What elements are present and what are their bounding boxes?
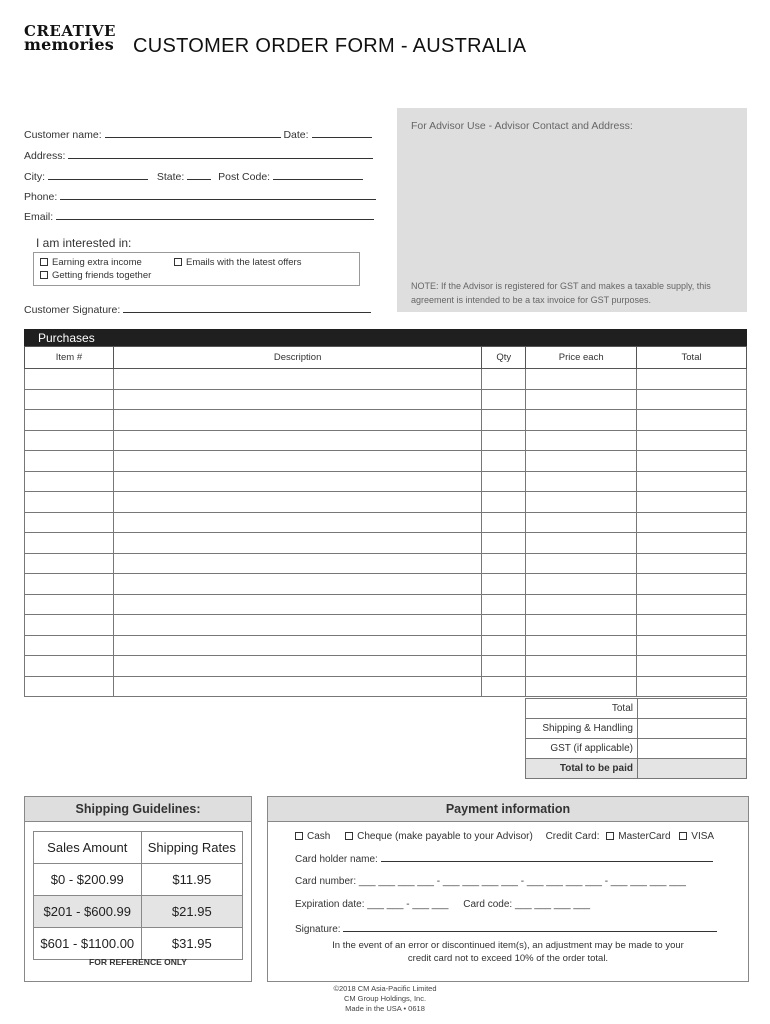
expiration-label: Expiration date: [295, 899, 365, 910]
email-label: Email: [24, 211, 54, 223]
table-row [25, 533, 747, 554]
total-cell[interactable] [637, 615, 747, 636]
description-cell[interactable] [113, 676, 481, 697]
table-row [34, 928, 243, 960]
address-label: Address: [24, 150, 66, 162]
checkbox-icon[interactable] [40, 271, 48, 279]
purchases-header [24, 329, 747, 346]
total-cell[interactable] [637, 676, 747, 697]
customer-name-label: Customer name: [24, 129, 102, 141]
total-cell[interactable] [637, 553, 747, 574]
phone-field[interactable] [60, 190, 376, 200]
customer-signature-field[interactable] [123, 303, 371, 313]
col-qty: Qty [482, 347, 526, 369]
item-cell[interactable] [25, 410, 114, 431]
card-number-label: Card number: [295, 876, 357, 887]
card-number-row [295, 876, 686, 887]
date-field[interactable] [312, 128, 372, 138]
shipping-rate: $11.95 [141, 864, 242, 896]
phone-label: Phone: [24, 191, 58, 203]
total-cell[interactable] [637, 369, 747, 390]
qty-cell[interactable] [482, 615, 526, 636]
table-row [25, 512, 747, 533]
qty-cell[interactable] [482, 656, 526, 677]
advisor-box[interactable] [397, 108, 747, 312]
brand-logo [24, 24, 116, 52]
card-holder-field[interactable] [381, 852, 713, 862]
price-cell[interactable] [526, 369, 637, 390]
table-row [25, 369, 747, 390]
qty-cell[interactable] [482, 471, 526, 492]
price-cell[interactable] [526, 574, 637, 595]
card-code-label: Card code: [463, 899, 513, 910]
phone-row [24, 190, 376, 203]
table-row [25, 574, 747, 595]
qty-cell[interactable] [482, 574, 526, 595]
mastercard-option[interactable]: MasterCard [606, 831, 670, 842]
price-cell[interactable] [526, 492, 637, 513]
state-label: State: [156, 171, 185, 183]
customer-signature-label: Customer Signature: [24, 304, 121, 316]
item-cell[interactable] [25, 676, 114, 697]
totals-table [525, 698, 747, 779]
price-cell[interactable] [526, 430, 637, 451]
price-cell[interactable] [526, 512, 637, 533]
shipping-rates-header: Shipping Rates [141, 832, 242, 864]
qty-cell[interactable] [482, 410, 526, 431]
city-field[interactable] [48, 170, 148, 180]
date-label: Date: [283, 129, 309, 141]
table-row [25, 615, 747, 636]
interest-box [33, 252, 360, 286]
shipping-label: Shipping & Handling [526, 719, 638, 739]
table-row [526, 719, 747, 739]
footer-made-in: Made in the USA • 0618 [345, 1004, 425, 1013]
col-item: Item # [25, 347, 114, 369]
description-cell[interactable] [113, 594, 481, 615]
grand-total-value[interactable] [638, 759, 747, 779]
description-cell[interactable] [113, 471, 481, 492]
description-cell[interactable] [113, 553, 481, 574]
item-cell[interactable] [25, 471, 114, 492]
city-row [24, 170, 363, 183]
price-cell[interactable] [526, 676, 637, 697]
customer-signature-row [24, 303, 371, 316]
shipping-guidelines [24, 796, 252, 982]
sales-range: $201 - $600.99 [34, 896, 142, 928]
card-holder-row [295, 852, 713, 865]
item-cell[interactable] [25, 594, 114, 615]
card-holder-label: Card holder name: [295, 854, 378, 865]
sales-range: $601 - $1100.00 [34, 928, 142, 960]
sales-range: $0 - $200.99 [34, 864, 142, 896]
footer-company: CM Group Holdings, Inc. [343, 994, 427, 1003]
payment-signature-row [295, 922, 717, 935]
checkbox-icon[interactable] [295, 832, 303, 840]
interest-option-friends[interactable]: Getting friends together [40, 270, 151, 281]
purchases-table [24, 346, 747, 697]
purchases-title: Purchases [38, 331, 95, 345]
interest-option-income[interactable]: Earning extra income [40, 257, 142, 268]
table-row [25, 451, 747, 472]
qty-cell[interactable] [482, 594, 526, 615]
city-label: City: [24, 171, 45, 183]
credit-card-label: Credit Card: [545, 831, 600, 842]
reference-note: FOR REFERENCE ONLY [89, 957, 187, 967]
shipping-rate: $21.95 [141, 896, 242, 928]
footer-copyright: ©2018 CM Asia-Pacific Limited [333, 984, 437, 993]
price-cell[interactable] [526, 553, 637, 574]
customer-name-field[interactable] [105, 128, 281, 138]
logo-line-1: CREATIVE [24, 22, 116, 40]
description-cell[interactable] [113, 369, 481, 390]
table-row [25, 389, 747, 410]
table-row [25, 676, 747, 697]
total-cell[interactable] [637, 635, 747, 656]
col-price: Price each [526, 347, 637, 369]
table-row [25, 410, 747, 431]
qty-cell[interactable] [482, 451, 526, 472]
item-cell[interactable] [25, 574, 114, 595]
footer [0, 984, 770, 1014]
postcode-field[interactable] [273, 170, 363, 180]
item-cell[interactable] [25, 451, 114, 472]
table-row [25, 656, 747, 677]
total-cell[interactable] [637, 430, 747, 451]
description-cell[interactable] [113, 492, 481, 513]
table-row [526, 699, 747, 719]
item-cell[interactable] [25, 635, 114, 656]
table-row [34, 864, 243, 896]
gst-label: GST (if applicable) [526, 739, 638, 759]
purchases-header-row [25, 347, 747, 369]
page-title: CUSTOMER ORDER FORM - AUSTRALIA [133, 35, 527, 57]
item-cell[interactable] [25, 553, 114, 574]
table-row [25, 471, 747, 492]
table-row [25, 635, 747, 656]
qty-cell[interactable] [482, 430, 526, 451]
total-cell[interactable] [637, 492, 747, 513]
total-value[interactable] [638, 699, 747, 719]
price-cell[interactable] [526, 410, 637, 431]
advisor-gst-note: NOTE: If the Advisor is registered for GST and makes a taxable supply, this agreement is intended to be a tax invoice for GST purposes. [411, 281, 711, 305]
customer-name-row [24, 128, 372, 141]
expiration-field[interactable]: ___ ___ - ___ ___ [367, 899, 449, 910]
payment-information [267, 796, 749, 982]
qty-cell[interactable] [482, 676, 526, 697]
col-total: Total [637, 347, 747, 369]
interest-label: I am interested in: [36, 236, 132, 250]
description-cell[interactable] [113, 615, 481, 636]
price-cell[interactable] [526, 471, 637, 492]
grand-total-label: Total to be paid [526, 759, 638, 779]
shipping-value[interactable] [638, 719, 747, 739]
payment-signature-field[interactable] [343, 922, 717, 932]
address-field[interactable] [68, 149, 373, 159]
qty-cell[interactable] [482, 369, 526, 390]
visa-option[interactable]: VISA [679, 831, 714, 842]
table-row [25, 594, 747, 615]
logo-line-2: memories [24, 35, 115, 54]
description-cell[interactable] [113, 533, 481, 554]
total-cell[interactable] [637, 656, 747, 677]
shipping-title: Shipping Guidelines: [25, 797, 251, 822]
checkbox-icon[interactable] [679, 832, 687, 840]
item-cell[interactable] [25, 512, 114, 533]
price-cell[interactable] [526, 656, 637, 677]
item-cell[interactable] [25, 430, 114, 451]
total-cell[interactable] [637, 512, 747, 533]
description-cell[interactable] [113, 656, 481, 677]
shipping-rate: $31.95 [141, 928, 242, 960]
checkbox-icon[interactable] [606, 832, 614, 840]
item-cell[interactable] [25, 369, 114, 390]
description-cell[interactable] [113, 512, 481, 533]
col-description: Description [113, 347, 481, 369]
price-cell[interactable] [526, 451, 637, 472]
cash-option[interactable]: Cash [295, 831, 330, 842]
description-cell[interactable] [113, 635, 481, 656]
interest-option-emails[interactable]: Emails with the latest offers [174, 257, 301, 268]
price-cell[interactable] [526, 615, 637, 636]
item-cell[interactable] [25, 492, 114, 513]
checkbox-icon[interactable] [174, 258, 182, 266]
description-cell[interactable] [113, 430, 481, 451]
sales-amount-header: Sales Amount [34, 832, 142, 864]
advisor-heading: For Advisor Use - Advisor Contact and Address: [411, 120, 633, 132]
adjustment-note: In the event of an error or discontinued item(s), an adjustment may be made to your credit card not to exceed 10% of the order total. [332, 940, 684, 964]
state-field[interactable] [187, 170, 211, 180]
expiration-row [295, 899, 590, 910]
payment-signature-label: Signature: [295, 924, 341, 935]
qty-cell[interactable] [482, 533, 526, 554]
card-code-field[interactable]: ___ ___ ___ ___ [514, 899, 591, 910]
description-cell[interactable] [113, 410, 481, 431]
cheque-option[interactable]: Cheque (make payable to your Advisor) [345, 831, 533, 842]
table-row [25, 553, 747, 574]
total-label: Total [526, 699, 638, 719]
price-cell[interactable] [526, 389, 637, 410]
description-cell[interactable] [113, 389, 481, 410]
total-cell[interactable] [637, 471, 747, 492]
total-cell[interactable] [637, 389, 747, 410]
item-cell[interactable] [25, 533, 114, 554]
payment-methods-row [295, 831, 714, 842]
payment-title: Payment information [268, 797, 748, 822]
gst-value[interactable] [638, 739, 747, 759]
card-number-field[interactable]: ___ ___ ___ ___ - ___ ___ ___ ___ - ___ ___ ___ ___ - ___ ___ ___ ___ [358, 876, 686, 887]
qty-cell[interactable] [482, 512, 526, 533]
table-row [526, 759, 747, 779]
total-cell[interactable] [637, 594, 747, 615]
qty-cell[interactable] [482, 389, 526, 410]
table-row [34, 896, 243, 928]
table-row [34, 832, 243, 864]
price-cell[interactable] [526, 594, 637, 615]
checkbox-icon[interactable] [345, 832, 353, 840]
table-row [526, 739, 747, 759]
price-cell[interactable] [526, 533, 637, 554]
total-cell[interactable] [637, 533, 747, 554]
total-cell[interactable] [637, 574, 747, 595]
item-cell[interactable] [25, 656, 114, 677]
table-row [25, 430, 747, 451]
description-cell[interactable] [113, 574, 481, 595]
email-field[interactable] [56, 210, 374, 220]
description-cell[interactable] [113, 451, 481, 472]
shipping-rates-table [33, 831, 243, 960]
qty-cell[interactable] [482, 635, 526, 656]
email-row [24, 210, 374, 223]
price-cell[interactable] [526, 635, 637, 656]
qty-cell[interactable] [482, 492, 526, 513]
postcode-label: Post Code: [218, 171, 271, 183]
item-cell[interactable] [25, 615, 114, 636]
table-row [25, 492, 747, 513]
checkbox-icon[interactable] [40, 258, 48, 266]
address-row [24, 149, 373, 162]
total-cell[interactable] [637, 451, 747, 472]
item-cell[interactable] [25, 389, 114, 410]
total-cell[interactable] [637, 410, 747, 431]
qty-cell[interactable] [482, 553, 526, 574]
